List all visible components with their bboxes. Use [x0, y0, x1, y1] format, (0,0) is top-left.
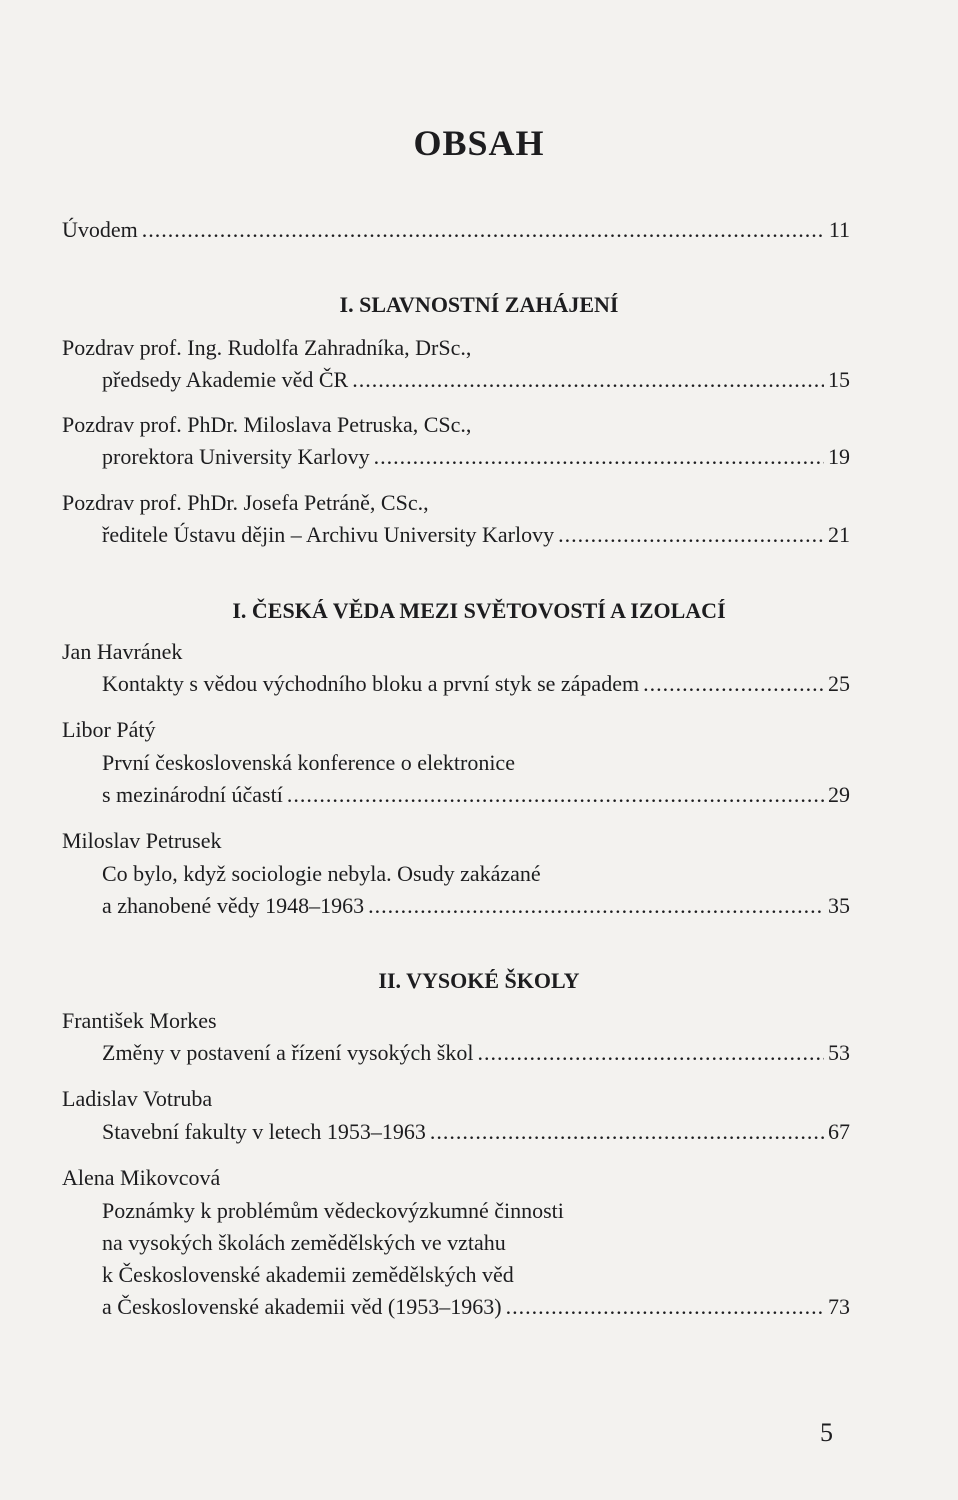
entry-title: Stavební fakulty v letech 1953–1963: [102, 1119, 426, 1144]
toc-entry: [102, 891, 850, 921]
dot-leader: [558, 520, 824, 550]
entry-author: František Morkes: [62, 1008, 217, 1033]
entry-author: Alena Mikovcová: [62, 1165, 221, 1190]
entry-title: ředitele Ústavu dějin – Archivu University Karlovy: [102, 522, 555, 547]
entry-title: a zhanobené vědy 1948–1963: [102, 893, 365, 918]
entry-page: 19: [828, 444, 850, 469]
entry-title: předsedy Akademie věd ČR: [102, 367, 349, 392]
toc-entry: [102, 520, 850, 550]
entry-page: 73: [828, 1294, 850, 1319]
entry-line: První československá konference o elektronice: [102, 750, 515, 775]
entry-line: Poznámky k problémům vědeckovýzkumné činnosti: [102, 1198, 564, 1223]
entry-line: Pozdrav prof. PhDr. Josefa Petráně, CSc.,: [62, 490, 429, 515]
entry-line: Pozdrav prof. PhDr. Miloslava Petruska, CSc.,: [62, 412, 472, 437]
entry-author: Ladislav Votruba: [62, 1086, 213, 1111]
dot-leader: [287, 780, 824, 810]
entry-page: 35: [828, 893, 850, 918]
entry-page: 29: [828, 782, 850, 807]
entry-line: Co bylo, když sociologie nebyla. Osudy zakázané: [102, 861, 541, 886]
entry-title: s mezinárodní účastí: [102, 782, 283, 807]
entry-line: Pozdrav prof. Ing. Rudolfa Zahradníka, DrSc.,: [62, 335, 472, 360]
entry-title: Změny v postavení a řízení vysokých škol: [102, 1040, 474, 1065]
dot-leader: [368, 891, 824, 921]
toc-entry: [102, 1038, 850, 1068]
entry-author: Libor Pátý: [62, 717, 156, 742]
entry-title: Kontakty s vědou východního bloku a první styk se západem: [102, 671, 640, 696]
entry-page: 67: [828, 1119, 850, 1144]
entry-author: Miloslav Petrusek: [62, 828, 222, 853]
dot-leader: [374, 442, 824, 472]
entry-page: 15: [828, 367, 850, 392]
entry-line: k Československé akademii zemědělských věd: [102, 1262, 514, 1287]
dot-leader: [430, 1117, 824, 1147]
toc-entry: [102, 1117, 850, 1147]
dot-leader: [477, 1038, 824, 1068]
toc-entry: [102, 365, 850, 395]
entry-title: a Československé akademii věd (1953–1963): [102, 1294, 502, 1319]
entry-author: Jan Havránek: [62, 639, 183, 664]
entry-line: na vysokých školách zemědělských ve vztahu: [102, 1230, 506, 1255]
entry-page: 11: [828, 217, 850, 242]
entry-page: 21: [828, 522, 850, 547]
dot-leader: [352, 365, 824, 395]
toc-entry: [102, 669, 850, 699]
entry-title: prorektora University Karlovy: [102, 444, 370, 469]
toc-entry: [102, 1292, 850, 1322]
section-heading-universities: II. VYSOKÉ ŠKOLY: [378, 968, 580, 993]
dot-leader: [142, 215, 825, 245]
section-heading-ceremony: I. SLAVNOSTNÍ ZAHÁJENÍ: [339, 292, 619, 317]
dot-leader: [643, 669, 824, 699]
toc-entry-intro: [62, 215, 850, 245]
dot-leader: [506, 1292, 824, 1322]
entry-page: 53: [828, 1040, 850, 1065]
entry-title: Úvodem: [62, 217, 138, 242]
toc-entry: [102, 442, 850, 472]
page-title: OBSAH: [413, 123, 545, 163]
toc-entry: [102, 780, 850, 810]
entry-page: 25: [828, 671, 850, 696]
page-number: 5: [820, 1418, 833, 1447]
section-heading-science: I. ČESKÁ VĚDA MEZI SVĚTOVOSTÍ A IZOLACÍ: [232, 598, 726, 623]
